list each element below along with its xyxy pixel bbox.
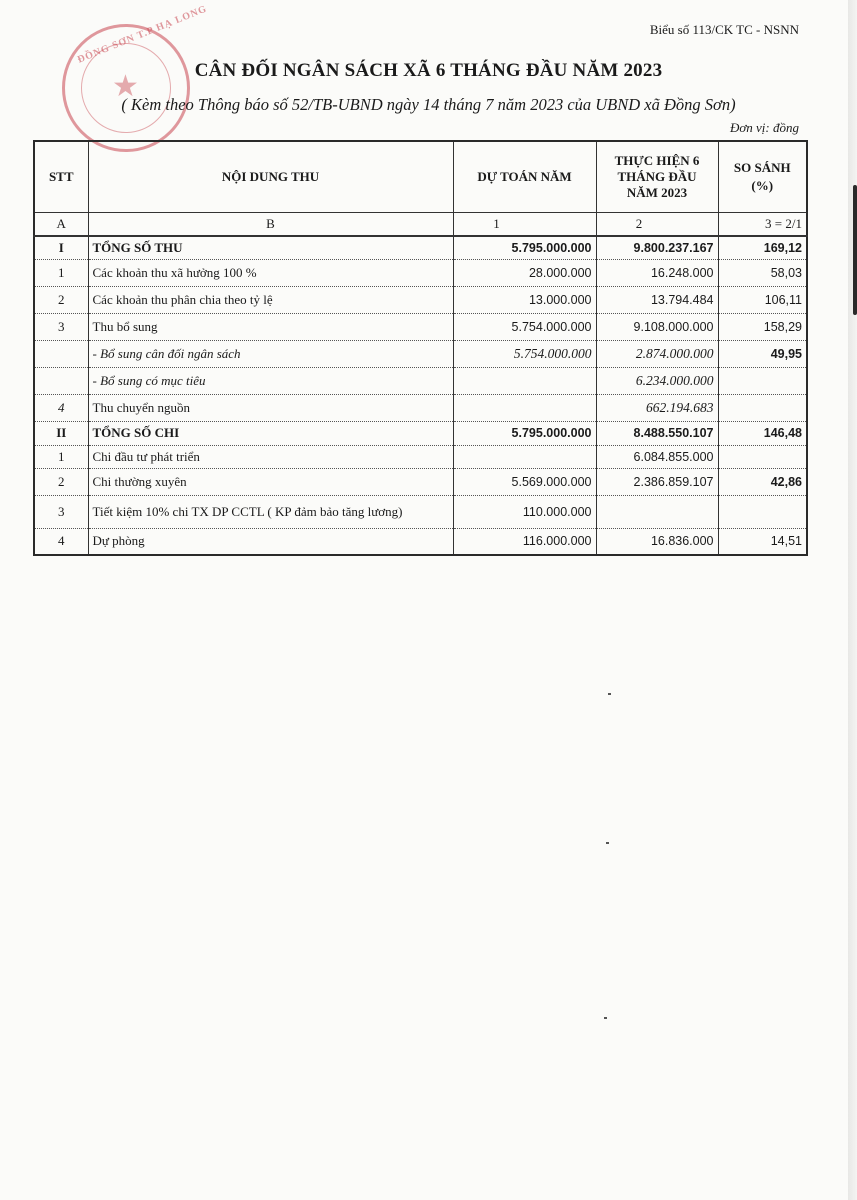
stt-cell: 3 [34, 495, 88, 528]
actual-cell: 13.794.484 [596, 286, 718, 313]
star-icon: ★ [112, 70, 139, 103]
form-code: Biểu số 113/CK TC - NSNN [649, 22, 799, 37]
stt-cell: II [34, 421, 88, 445]
ratio-cell [718, 367, 807, 394]
plan-cell [453, 445, 596, 468]
page-title: CÂN ĐỐI NGÂN SÁCH XÃ 6 THÁNG ĐẦU NĂM 2023 [194, 60, 663, 81]
ratio-cell [718, 495, 807, 528]
content-cell: Dự phòng [88, 528, 453, 555]
scan-speck [604, 1017, 607, 1019]
table-row [34, 468, 807, 495]
actual-cell: 9.800.237.167 [596, 236, 718, 259]
official-stamp [62, 3, 209, 152]
table-row [34, 421, 807, 445]
ratio-cell [718, 445, 807, 468]
table-row [34, 340, 807, 367]
ratio-cell: 146,48 [718, 421, 807, 445]
stt-cell: 4 [34, 394, 88, 421]
scan-speck [608, 693, 611, 695]
unit-label: Đơn vị: đồng [729, 120, 799, 135]
table-row [34, 445, 807, 468]
ratio-cell: 42,86 [718, 468, 807, 495]
plan-cell: 5.754.000.000 [453, 340, 596, 367]
plan-cell [453, 394, 596, 421]
ratio-cell: 158,29 [718, 313, 807, 340]
plan-cell: 5.795.000.000 [453, 421, 596, 445]
stt-cell: 1 [34, 445, 88, 468]
stamp-text: ĐỒNG SƠN T.P HẠ LONG [75, 3, 209, 66]
column-header-actual: THỰC HIỆN 6 THÁNG ĐẦU NĂM 2023 [596, 141, 718, 213]
budget-table [33, 140, 808, 556]
plan-cell: 116.000.000 [453, 528, 596, 555]
actual-cell: 16.836.000 [596, 528, 718, 555]
plan-cell: 13.000.000 [453, 286, 596, 313]
column-header-plan: DỰ TOÁN NĂM [453, 141, 596, 213]
content-cell: - Bổ sung cân đối ngân sách [88, 340, 453, 367]
actual-cell: 6.234.000.000 [596, 367, 718, 394]
ratio-cell: 58,03 [718, 259, 807, 286]
content-cell: Tiết kiệm 10% chi TX DP CCTL ( KP đảm bảo tăng lương) [88, 495, 453, 528]
actual-cell: 6.084.855.000 [596, 445, 718, 468]
content-cell: Thu bổ sung [88, 313, 453, 340]
stt-cell [34, 340, 88, 367]
page-edge [848, 0, 857, 1200]
scan-speck [606, 842, 609, 844]
stt-cell [34, 367, 88, 394]
content-cell: Các khoản thu xã hưởng 100 % [88, 259, 453, 286]
table-header-row [34, 141, 807, 213]
ref-cell: 2 [596, 213, 718, 237]
actual-cell: 662.194.683 [596, 394, 718, 421]
content-cell: TỔNG SỐ THU [88, 236, 453, 259]
actual-cell: 9.108.000.000 [596, 313, 718, 340]
table-row [34, 495, 807, 528]
actual-cell: 16.248.000 [596, 259, 718, 286]
stt-cell: I [34, 236, 88, 259]
actual-cell: 2.386.859.107 [596, 468, 718, 495]
stt-cell: 4 [34, 528, 88, 555]
table-row [34, 259, 807, 286]
content-cell: Chi thường xuyên [88, 468, 453, 495]
scrollbar-thumb[interactable] [853, 185, 857, 315]
ref-cell: 1 [453, 213, 596, 237]
ratio-cell: 14,51 [718, 528, 807, 555]
ratio-cell: 169,12 [718, 236, 807, 259]
stt-cell: 1 [34, 259, 88, 286]
content-cell: Các khoản thu phân chia theo tỷ lệ [88, 286, 453, 313]
table-row [34, 313, 807, 340]
ratio-cell: 106,11 [718, 286, 807, 313]
ref-cell: A [34, 213, 88, 237]
column-header-stt: STT [34, 141, 88, 213]
column-header-content: NỘI DUNG THU [88, 141, 453, 213]
ref-cell: B [88, 213, 453, 237]
table-row [34, 367, 807, 394]
page-subtitle: ( Kèm theo Thông báo số 52/TB-UBND ngày 14 tháng 7 năm 2023 của UBND xã Đồng Sơn) [121, 95, 736, 114]
ratio-cell [718, 394, 807, 421]
actual-cell: 2.874.000.000 [596, 340, 718, 367]
content-cell: Chi đầu tư phát triển [88, 445, 453, 468]
table-row [34, 286, 807, 313]
plan-cell: 5.569.000.000 [453, 468, 596, 495]
column-header-ratio: SO SÁNH (%) [718, 141, 807, 213]
plan-cell: 5.754.000.000 [453, 313, 596, 340]
content-cell: Thu chuyển nguồn [88, 394, 453, 421]
table-row [34, 394, 807, 421]
ref-cell: 3 = 2/1 [718, 213, 807, 237]
plan-cell [453, 367, 596, 394]
content-cell: TỔNG SỐ CHI [88, 421, 453, 445]
content-cell: - Bổ sung có mục tiêu [88, 367, 453, 394]
table-row [34, 236, 807, 259]
actual-cell: 8.488.550.107 [596, 421, 718, 445]
ratio-cell: 49,95 [718, 340, 807, 367]
stt-cell: 3 [34, 313, 88, 340]
table-row [34, 528, 807, 555]
stt-cell: 2 [34, 286, 88, 313]
plan-cell: 28.000.000 [453, 259, 596, 286]
stt-cell: 2 [34, 468, 88, 495]
plan-cell: 110.000.000 [453, 495, 596, 528]
plan-cell: 5.795.000.000 [453, 236, 596, 259]
actual-cell [596, 495, 718, 528]
table-reference-row [34, 213, 807, 237]
